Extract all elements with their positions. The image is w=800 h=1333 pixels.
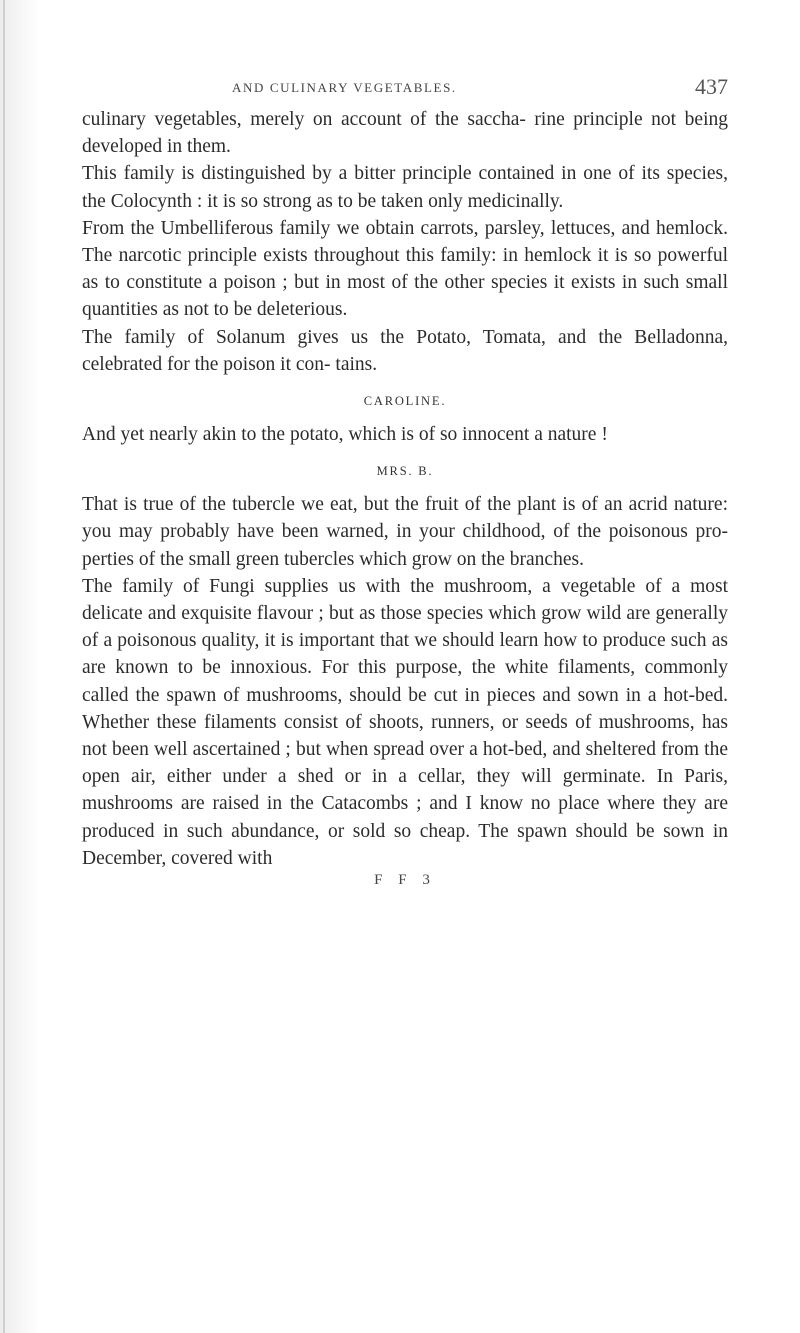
paragraph-5: And yet nearly akin to the potato, which is of so innocent a nature ! xyxy=(82,424,608,446)
paragraph-4: The family of Solanum gives us the Potato, Tomata, and the Belladonna, celebrated for the poison it con- tains. xyxy=(82,326,728,375)
paragraph-7: The family of Fungi supplies us with the mushroom, a vegetable of a most delicate and exquisite flavour ; but as those species which grow wild are generally of a poisonous quality, it is important that we should learn how to produce such as are known to be innoxious. For this purpose, the white filaments, commonly called the spawn of mushrooms, should be cut in pieces and sown in a hot-bed. Whether these filaments consist of shoots, runners, or seeds of mushrooms, has not been well ascertained ; but when spread over a hot-bed, and sheltered from the open air, either under a shed or in a cellar, they will germinate. In Paris, mushrooms are raised in the Catacombs ; and I know no place where they are produced in such abundance, or sold so cheap. The spawn should be sown in December, covered with xyxy=(82,575,728,869)
running-title: AND CULINARY VEGETABLES. xyxy=(232,80,457,95)
page-number: 437 xyxy=(695,74,728,99)
spine-edge-line xyxy=(3,0,5,1333)
book-spine-shadow xyxy=(0,0,40,1333)
speaker-caroline: CAROLINE. xyxy=(363,394,447,409)
paragraph-3: From the Umbelliferous family we obtain carrots, parsley, lettuces, and hemlock. The narcotic principle exists throughout this family: in hemlock it is so powerful as to constitute a poison ; but in most of the other species it exists in such small quantities as not to be deleterious. xyxy=(82,217,728,321)
running-head xyxy=(82,70,728,106)
signature-mark: F F 3 xyxy=(374,872,436,889)
book-page xyxy=(82,70,728,889)
speaker-mrs-b: MRS. B. xyxy=(376,464,434,479)
paragraph-1: culinary vegetables, merely on account of the saccha- rine principle not being developed in them. xyxy=(82,109,728,158)
paragraph-2: This family is distinguished by a bitter principle contained in one of its species, the Colocynth : it is so strong as to be taken only medicinally. xyxy=(82,163,728,212)
paragraph-6: That is true of the tubercle we eat, but the fruit of the plant is of an acrid nature: you may probably have been warned, in your childhood, of the poisonous pro- perties of the small green tubercles which grow on the branches. xyxy=(82,494,728,570)
body-text xyxy=(82,106,728,872)
